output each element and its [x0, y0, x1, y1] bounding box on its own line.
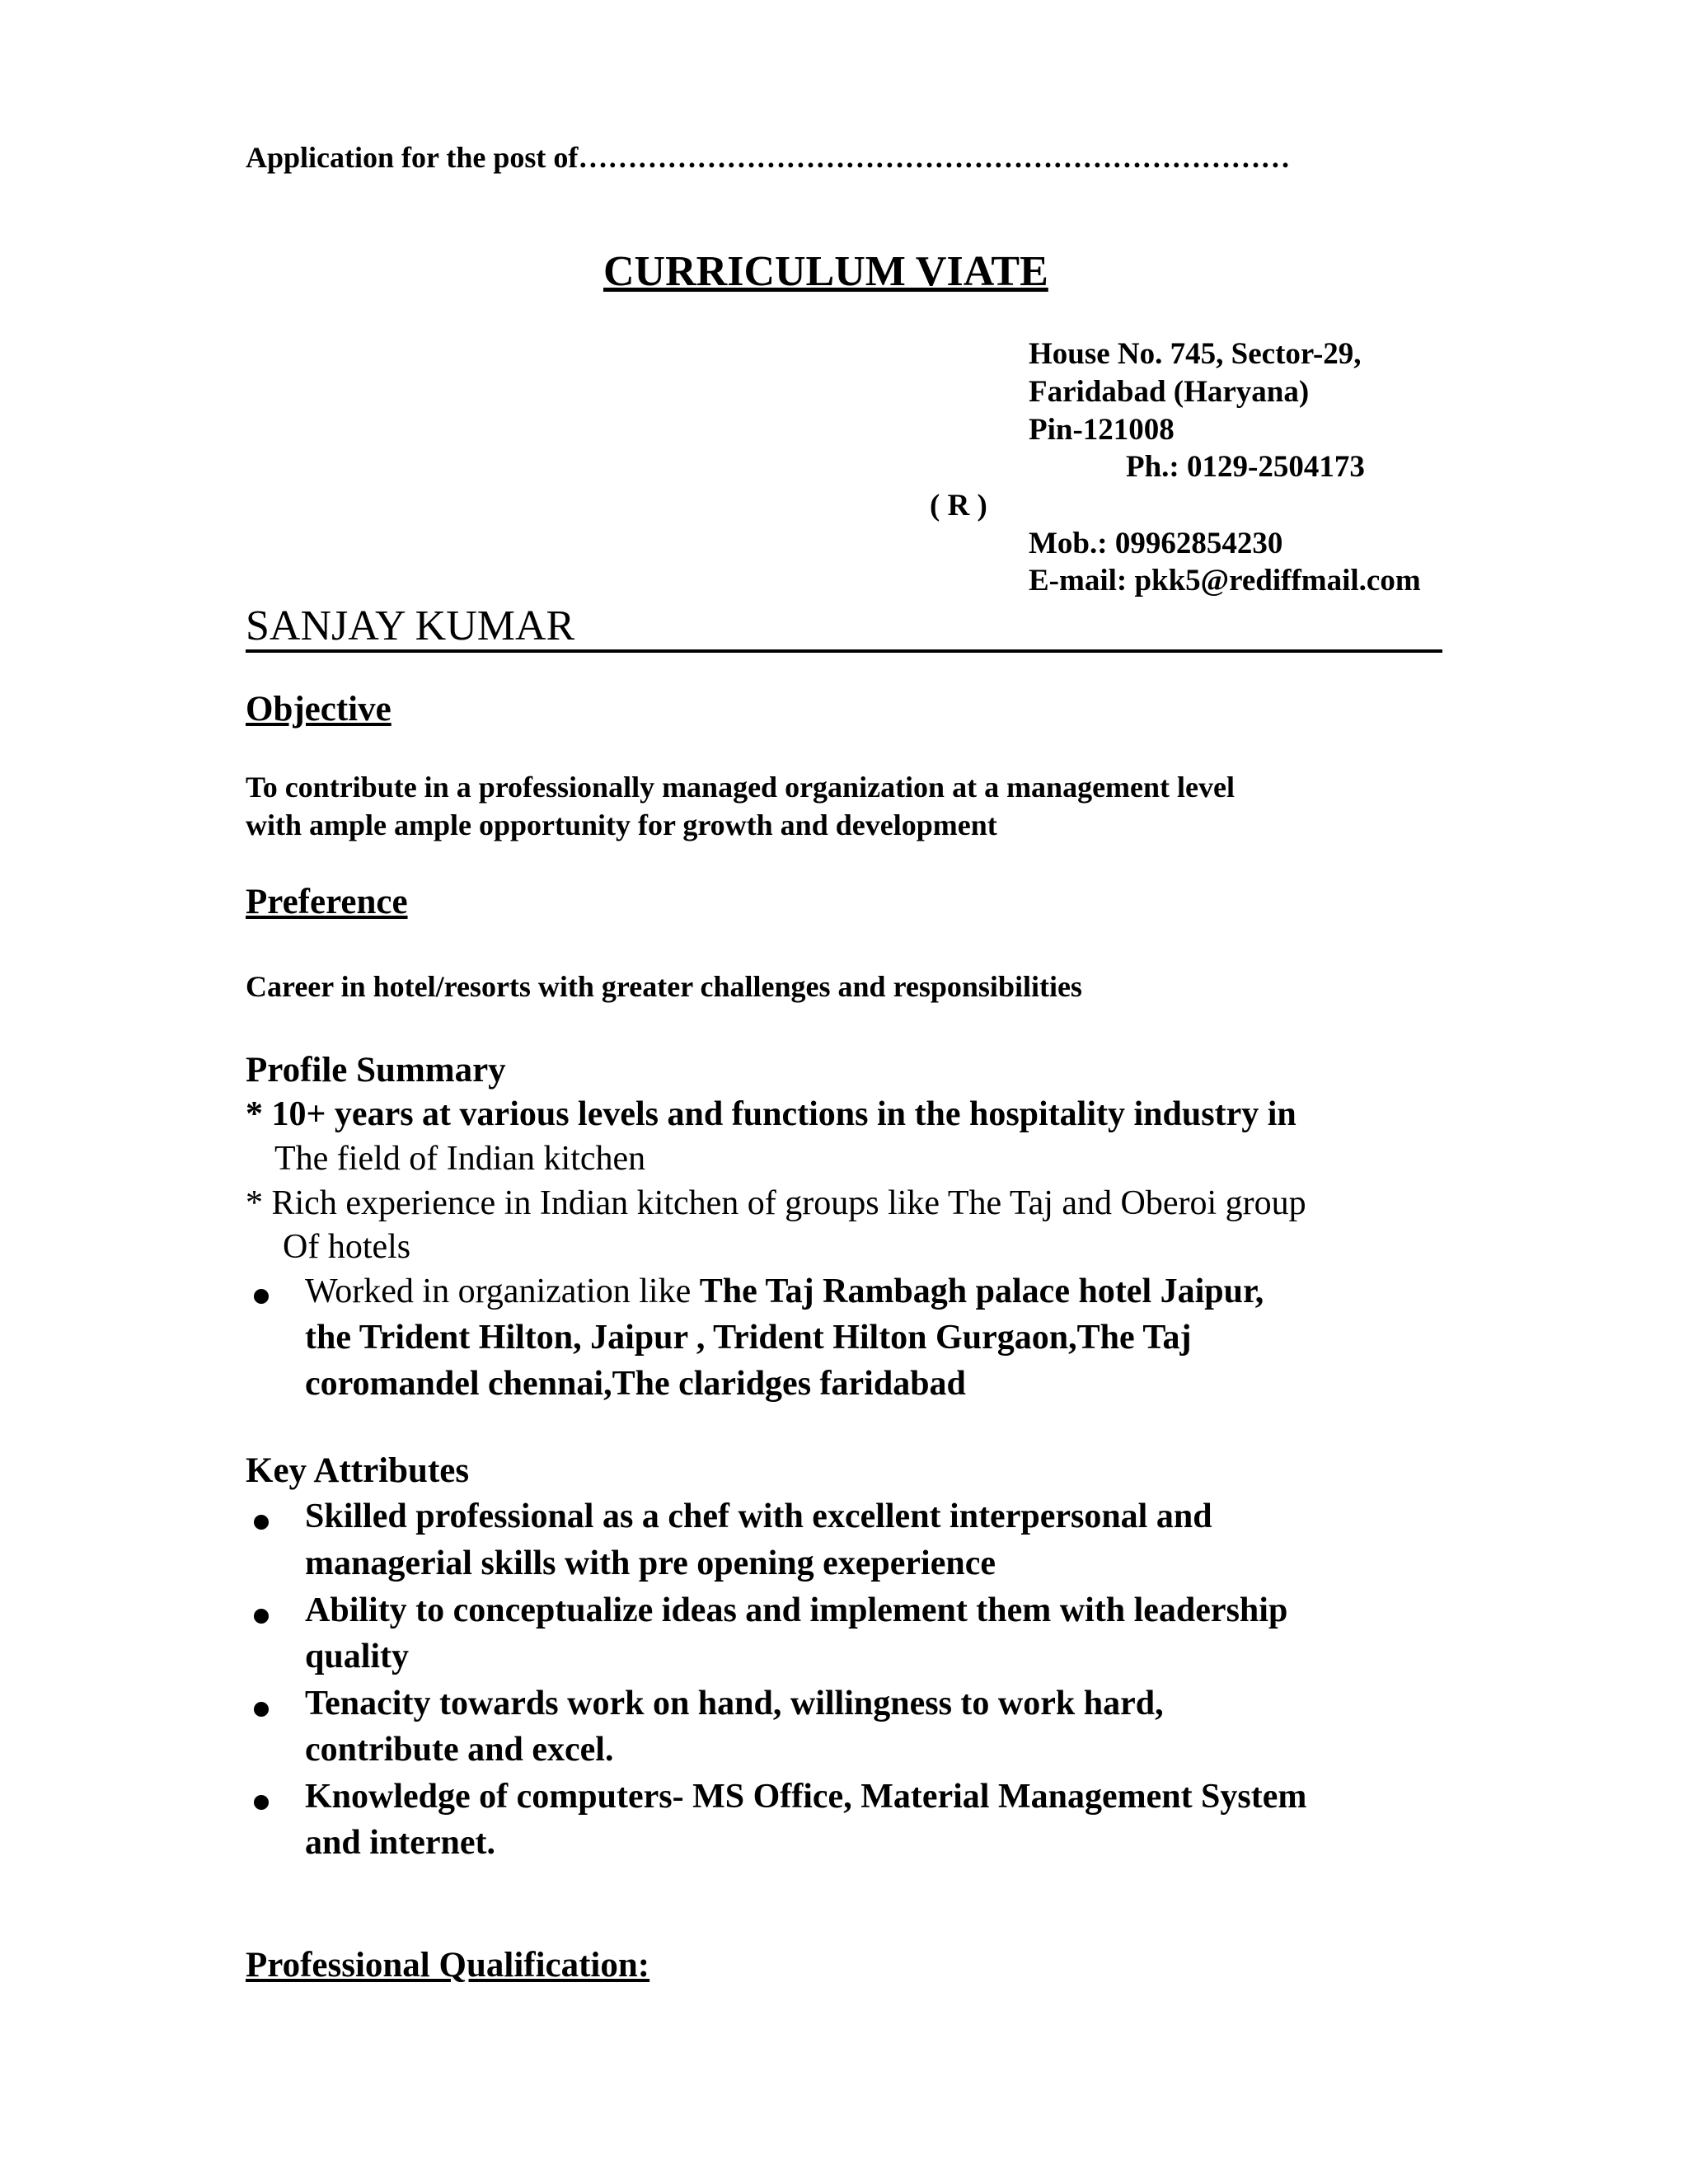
profile-item-2-line-2: Of hotels [283, 1228, 411, 1266]
objective-text-line-1: To contribute in a professionally managed organization at a management level [246, 771, 1235, 804]
profile-item-3-hotels: The Taj Rambagh palace hotel Jaipur, [699, 1272, 1264, 1310]
preference-heading: Preference [246, 883, 408, 921]
address-line-2: Faridabad (Haryana) [1029, 375, 1310, 409]
key-attribute-2-line-1: Ability to conceptualize ideas and implement them with leadership [305, 1591, 1288, 1629]
profile-item-2-line-1: * Rich experience in Indian kitchen of groups like The Taj and Oberoi group [246, 1184, 1306, 1222]
document-title: CURRICULUM VIATE [603, 248, 1048, 295]
key-attribute-1-line-1: Skilled professional as a chef with excellent interpersonal and [305, 1497, 1212, 1535]
residence-mark: ( R ) [930, 489, 987, 523]
address-pin: Pin-121008 [1029, 413, 1175, 447]
profile-item-3-line-2: the Trident Hilton, Jaipur , Trident Hilton Gurgaon,The Taj [305, 1319, 1192, 1357]
preference-text: Career in hotel/resorts with greater challenges and responsibilities [246, 970, 1082, 1003]
profile-item-3-line-3: coromandel chennai,The claridges faridabad [305, 1365, 966, 1403]
key-attribute-1-line-2: managerial skills with pre opening exeperience [305, 1544, 996, 1582]
key-attribute-3-line-2: contribute and excel. [305, 1731, 614, 1769]
bullet-icon [254, 1609, 269, 1624]
bullet-icon [254, 1702, 269, 1717]
key-attribute-4-line-1: Knowledge of computers- MS Office, Material Management System [305, 1778, 1307, 1816]
profile-item-1-line-1: * 10+ years at various levels and functions in the hospitality industry in [246, 1095, 1296, 1133]
objective-heading: Objective [246, 690, 392, 729]
name-divider-rule [246, 649, 1442, 653]
key-attribute-3-line-1: Tenacity towards work on hand, willingness to work hard, [305, 1685, 1164, 1722]
objective-text-line-2: with ample ample opportunity for growth and development [246, 808, 997, 841]
bullet-icon [254, 1289, 269, 1304]
profile-summary-heading: Profile Summary [246, 1051, 506, 1090]
address-email: E-mail: pkk5@rediffmail.com [1029, 564, 1421, 598]
candidate-name: SANJAY KUMAR [246, 602, 575, 649]
address-phone: Ph.: 0129-2504173 [1126, 450, 1365, 484]
profile-item-3-prefix: Worked in organization like [305, 1272, 700, 1310]
address-line-1: House No. 745, Sector-29, [1029, 337, 1362, 371]
professional-qualification-heading: Professional Qualification: [246, 1946, 650, 1985]
key-attributes-heading: Key Attributes [246, 1451, 470, 1490]
application-post-line: Application for the post of……………………………………………………………… [246, 141, 1291, 174]
bullet-icon [254, 1795, 269, 1810]
key-attribute-4-line-2: and internet. [305, 1824, 495, 1862]
profile-item-3-line-1 [305, 1272, 1264, 1311]
key-attribute-2-line-2: quality [305, 1638, 410, 1675]
profile-item-1-line-2: The field of Indian kitchen [274, 1140, 646, 1178]
bullet-icon [254, 1515, 269, 1530]
address-mobile: Mob.: 09962854230 [1029, 527, 1283, 560]
